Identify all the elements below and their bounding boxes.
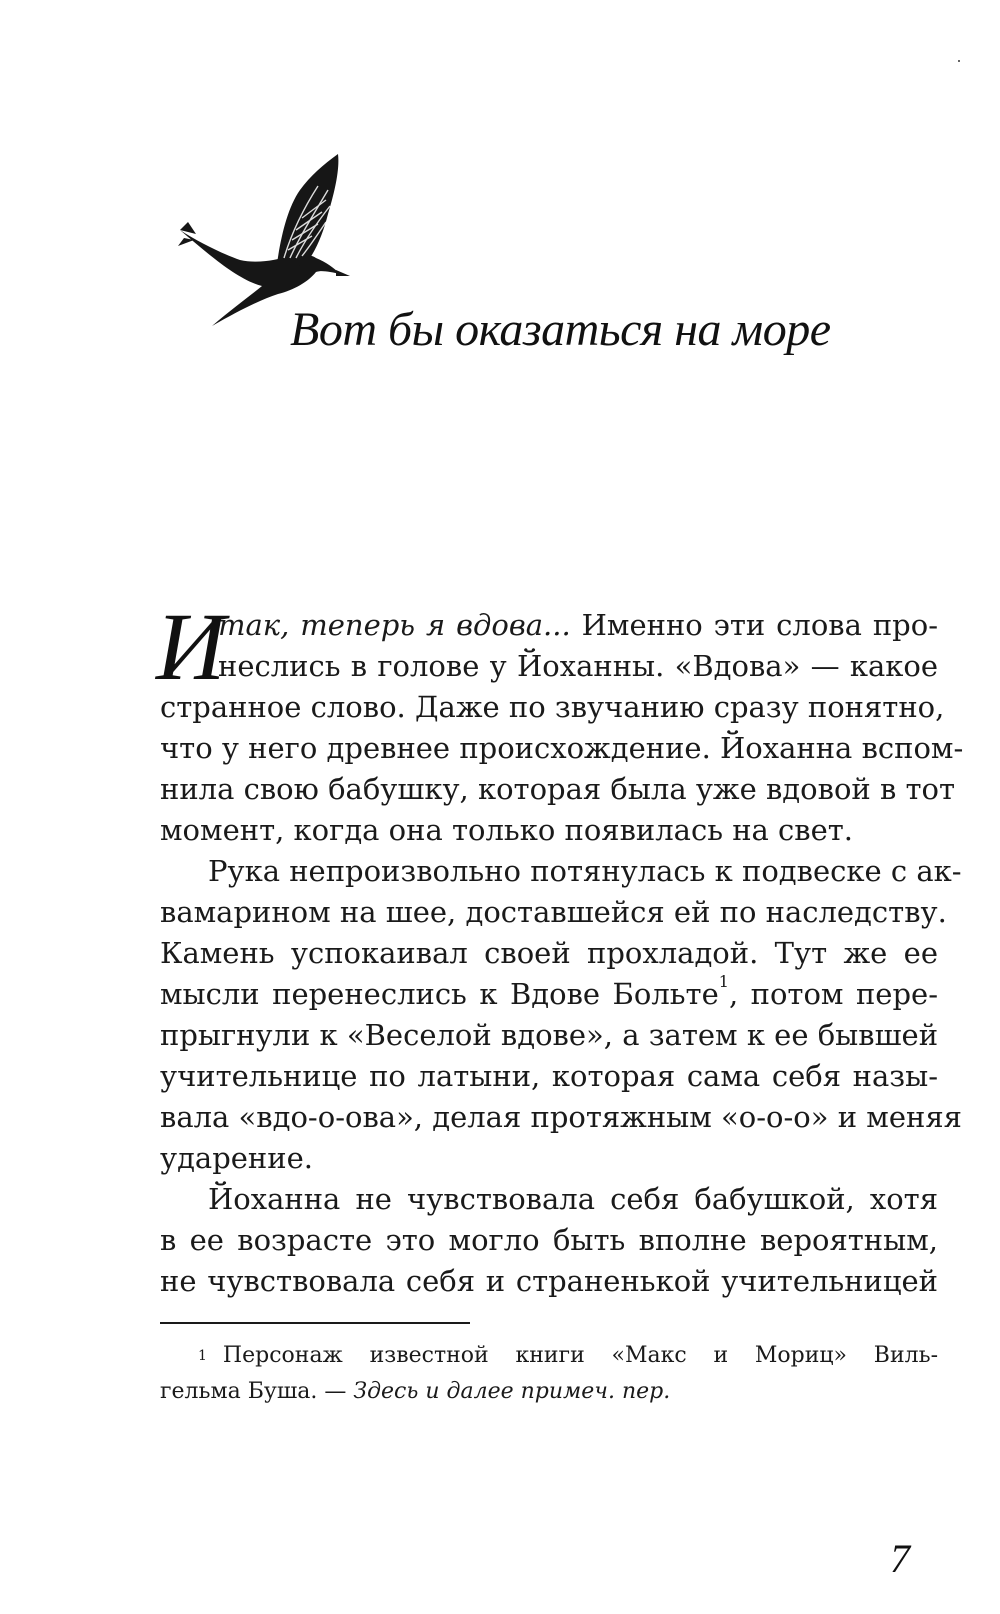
text-line (160, 974, 938, 1015)
text-line: прыгнули к «Веселой вдове», а затем к ее бывшей (160, 1018, 939, 1052)
footnote-line (160, 1338, 938, 1374)
page-number: 7 (890, 1536, 910, 1581)
text-line: Йоханна не чувствовала себя бабушкой, хотя (208, 1182, 938, 1216)
chapter-title: Вот бы оказаться на море (290, 303, 831, 356)
italic-phrase: так, теперь я вдова... (218, 608, 571, 642)
text-line: в ее возрасте это могло быть вполне вероятным, (160, 1223, 938, 1257)
footnote-italic-text: Здесь и далее примеч. пер. (353, 1379, 671, 1404)
text-fragment: мысли перенеслись к Вдове Больте (160, 977, 719, 1011)
footnote-line (160, 1374, 938, 1410)
drop-cap: И (156, 593, 226, 700)
text-line: что у него древнее происхождение. Йоханна вспом- (160, 731, 964, 765)
body-text (156, 593, 964, 1302)
text-line: вамарином на шее, доставшейся ей по наследству. (160, 895, 947, 929)
text-line: Камень успокаивал своей прохладой. Тут же ее (160, 936, 938, 970)
text-fragment: Именно эти слова про- (570, 608, 938, 642)
footnote-text: Персонаж известной книги «Макс и Мориц» Виль- (222, 1343, 938, 1368)
footnote-mark: 1 (198, 1348, 207, 1364)
text-line: нила свою бабушку, которая была уже вдовой в тот (160, 772, 956, 806)
text-line (160, 605, 938, 646)
text-line: не чувствовала себя и страненькой учительницей (160, 1264, 938, 1298)
footnote-text: гельма Буша. — (160, 1379, 354, 1404)
text-line: вала «вдо-о-ова», делая протяжным «о-о-о» и меняя (160, 1100, 962, 1134)
text-line: момент, когда она только появилась на свет. (160, 813, 854, 847)
scan-speck (958, 60, 960, 62)
text-line: странное слово. Даже по звучанию сразу понятно, (160, 690, 945, 724)
text-line: учительнице по латыни, которая сама себя назы- (160, 1059, 938, 1093)
text-line: неслись в голове у Йоханны. «Вдова» — какое (218, 649, 938, 683)
footnote (160, 1338, 938, 1410)
text-line: ударение. (160, 1141, 313, 1175)
footnote-divider (160, 1322, 470, 1324)
text-fragment: , потом пере- (728, 977, 938, 1011)
text-line: Рука непроизвольно потянулась к подвеске с ак- (208, 854, 962, 888)
footnote-reference: 1 (718, 972, 729, 991)
